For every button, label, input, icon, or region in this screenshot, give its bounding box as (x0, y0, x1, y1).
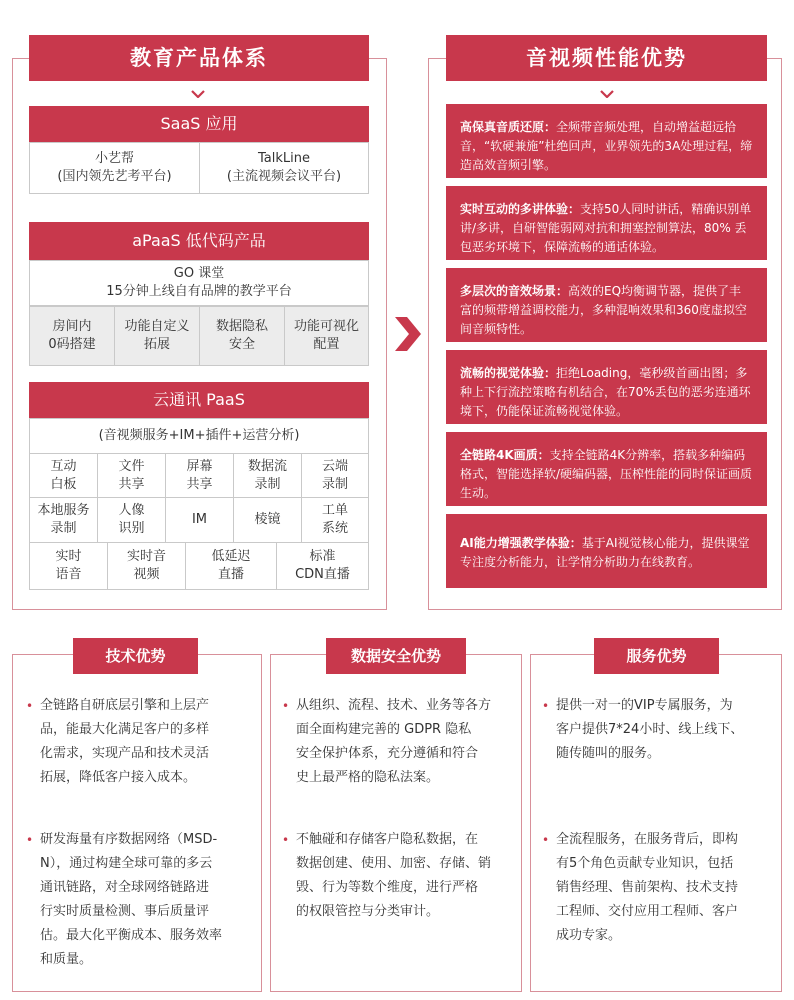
advantage-item-ai (446, 514, 767, 588)
bullet-line: 通讯链路，对全球网络链路进 (40, 880, 210, 895)
service-bullet-1 (542, 694, 776, 766)
advantage-item-multi-speaker (446, 186, 767, 260)
paas-row2-item-1: 人像 识别 (97, 497, 166, 543)
advantage-item-4k (446, 432, 767, 506)
advantage-head: 实时互动的多讲体验： (460, 202, 581, 216)
apaas-item-1: 功能自定义 拓展 (114, 306, 200, 366)
paas-row1-item-1: 文件 共享 (97, 453, 166, 498)
bullet-line: 不触碰和存储客户隐私数据，在 (296, 832, 479, 847)
advantage-text: 拒绝Loading，毫秒级首画出图；多种上下行流控策略有机结合，在70%丢包的恶劣连通环境下，仍能保证流畅视觉体验。 (460, 366, 751, 418)
service-bullet-2 (542, 828, 776, 948)
bullet-line: 工程师、交付应用工程师、客户 (556, 904, 739, 919)
paas-subtitle: (音视频服务+IM+插件+运营分析) (29, 418, 369, 454)
apaas-header: aPaaS 低代码产品 (29, 222, 369, 260)
paas-row3-item-3: 标准 CDN直播 (276, 542, 369, 590)
chevron-down-icon (600, 90, 614, 98)
bullet-line: 研发海量有序数据网络（MSD- (40, 832, 218, 847)
apaas-item-3: 功能可视化 配置 (284, 306, 369, 366)
advantage-head: 高保真音质还原： (460, 120, 557, 134)
bullet-line: 史上最严格的隐私法案。 (296, 770, 440, 785)
paas-row1-item-4: 云端 录制 (301, 453, 369, 498)
paas-row2-item-0: 本地服务 录制 (29, 497, 98, 543)
bullet-line: 成功专家。 (556, 928, 622, 943)
tech-advantage-title: 技术优势 (73, 638, 198, 674)
chevron-down-icon (191, 90, 205, 98)
bullet-dot-icon: • (26, 699, 34, 713)
bullet-line: 面全面构建完善的 GDPR 隐私 (296, 722, 472, 737)
security-bullet-2 (282, 828, 516, 924)
paas-row2-item-4: 工单 系统 (301, 497, 369, 543)
go-classroom-desc: 15分钟上线自有品牌的教学平台 (106, 284, 292, 299)
bullet-line: 安全保护体系，充分遵循和符合 (296, 746, 479, 761)
bullet-line: 随传随叫的服务。 (556, 746, 661, 761)
advantage-head: AI能力增强教学体验： (460, 536, 582, 550)
advantage-head: 多层次的音效场景： (460, 284, 569, 298)
bullet-dot-icon: • (282, 699, 290, 713)
bullet-line: N），通过构建全球可靠的多云 (40, 856, 213, 871)
security-bullet-1 (282, 694, 516, 790)
paas-row1-item-2: 屏幕 共享 (165, 453, 234, 498)
service-advantage-title: 服务优势 (594, 638, 719, 674)
apaas-item-0: 房间内 0码搭建 (29, 306, 115, 366)
bullet-line: 行实时质量检测、事后质量评 (40, 904, 210, 919)
bullet-line: 品，能最大化满足客户的多样 (40, 722, 210, 737)
bullet-line: 拓展，降低客户接入成本。 (40, 770, 197, 785)
chevron-right-icon (393, 317, 423, 351)
paas-row3-item-0: 实时 语音 (29, 542, 108, 590)
bullet-dot-icon: • (542, 699, 550, 713)
advantage-text: 高效的EQ均衡调节器，提供了丰富的频带增益调校能力，多种混响效果和360度虚拟空间音频特性。 (460, 284, 747, 336)
bullet-line: 提供一对一的VIP专属服务，为 (556, 698, 733, 713)
bullet-dot-icon: • (26, 833, 34, 847)
advantage-text: 支持全链路4K分辨率，搭载多种编码格式，智能选择软/硬编码器，压榨性能的同时保证画质生动。 (460, 448, 753, 500)
bullet-line: 全链路自研底层引擎和上层产 (40, 698, 210, 713)
advantage-item-visual (446, 350, 767, 424)
go-classroom (29, 260, 369, 306)
bullet-dot-icon: • (542, 833, 550, 847)
saas-header: SaaS 应用 (29, 106, 369, 142)
bullet-dot-icon: • (282, 833, 290, 847)
bullet-line: 数据创建、使用、加密、存储、销 (296, 856, 492, 871)
advantage-item-sound-effects (446, 268, 767, 342)
bullet-line: 毁、行为等数个维度，进行严格 (296, 880, 479, 895)
paas-header: 云通讯 PaaS (29, 382, 369, 418)
advantage-text: 全频带音频处理，自动增益超远拾音，“软硬兼施”杜绝回声，业界领先的3A处理过程，缔造高效音频引擎。 (460, 120, 753, 172)
bullet-line: 估。最大化平衡成本、服务效率 (40, 928, 223, 943)
paas-row1-item-0: 互动 白板 (29, 453, 98, 498)
advantage-text: 基于AI视觉核心能力，提供课堂专注度分析能力，让学情分析助力在线教育。 (460, 536, 750, 569)
tech-bullet-2 (26, 828, 256, 972)
paas-row2-item-2: IM (165, 497, 234, 543)
advantage-head: 流畅的视觉体验： (460, 366, 557, 380)
bullet-line: 从组织、流程、技术、业务等各方 (296, 698, 492, 713)
go-classroom-name: GO 课堂 (173, 266, 225, 281)
tech-bullet-1 (26, 694, 256, 790)
bullet-line: 的权限管控与分类审计。 (296, 904, 440, 919)
advantage-head: 全链路4K画质： (460, 448, 550, 462)
paas-row2-item-3: 棱镜 (233, 497, 302, 543)
security-advantage-title: 数据安全优势 (326, 638, 466, 674)
paas-row1-item-3: 数据流 录制 (233, 453, 302, 498)
bullet-line: 和质量。 (40, 952, 93, 967)
advantage-item-audio (446, 104, 767, 178)
paas-row3-item-2: 低延迟 直播 (185, 542, 277, 590)
saas-item-talkline: TalkLine (主流视频会议平台) (199, 142, 369, 194)
bullet-line: 化需求，实现产品和技术灵活 (40, 746, 210, 761)
right-panel-title: 音视频性能优势 (446, 35, 767, 81)
advantage-text: 支持50人同时讲话，精确识别单讲/多讲，自研智能弱网对抗和拥塞控制算法，80% 丢包恶劣环境下，保障流畅的通话体验。 (460, 202, 752, 254)
left-panel-title: 教育产品体系 (29, 35, 369, 81)
saas-item-xiaoyibang: 小艺帮 (国内领先艺考平台) (29, 142, 200, 194)
bullet-line: 有5个角色贡献专业知识，包括 (556, 856, 734, 871)
apaas-item-2: 数据隐私 安全 (199, 306, 285, 366)
paas-row3-item-1: 实时音 视频 (107, 542, 186, 590)
bullet-line: 全流程服务，在服务背后，即构 (556, 832, 739, 847)
bullet-line: 销售经理、售前架构、技术支持 (556, 880, 739, 895)
bullet-line: 客户提供7*24小时、线上线下、 (556, 722, 744, 737)
